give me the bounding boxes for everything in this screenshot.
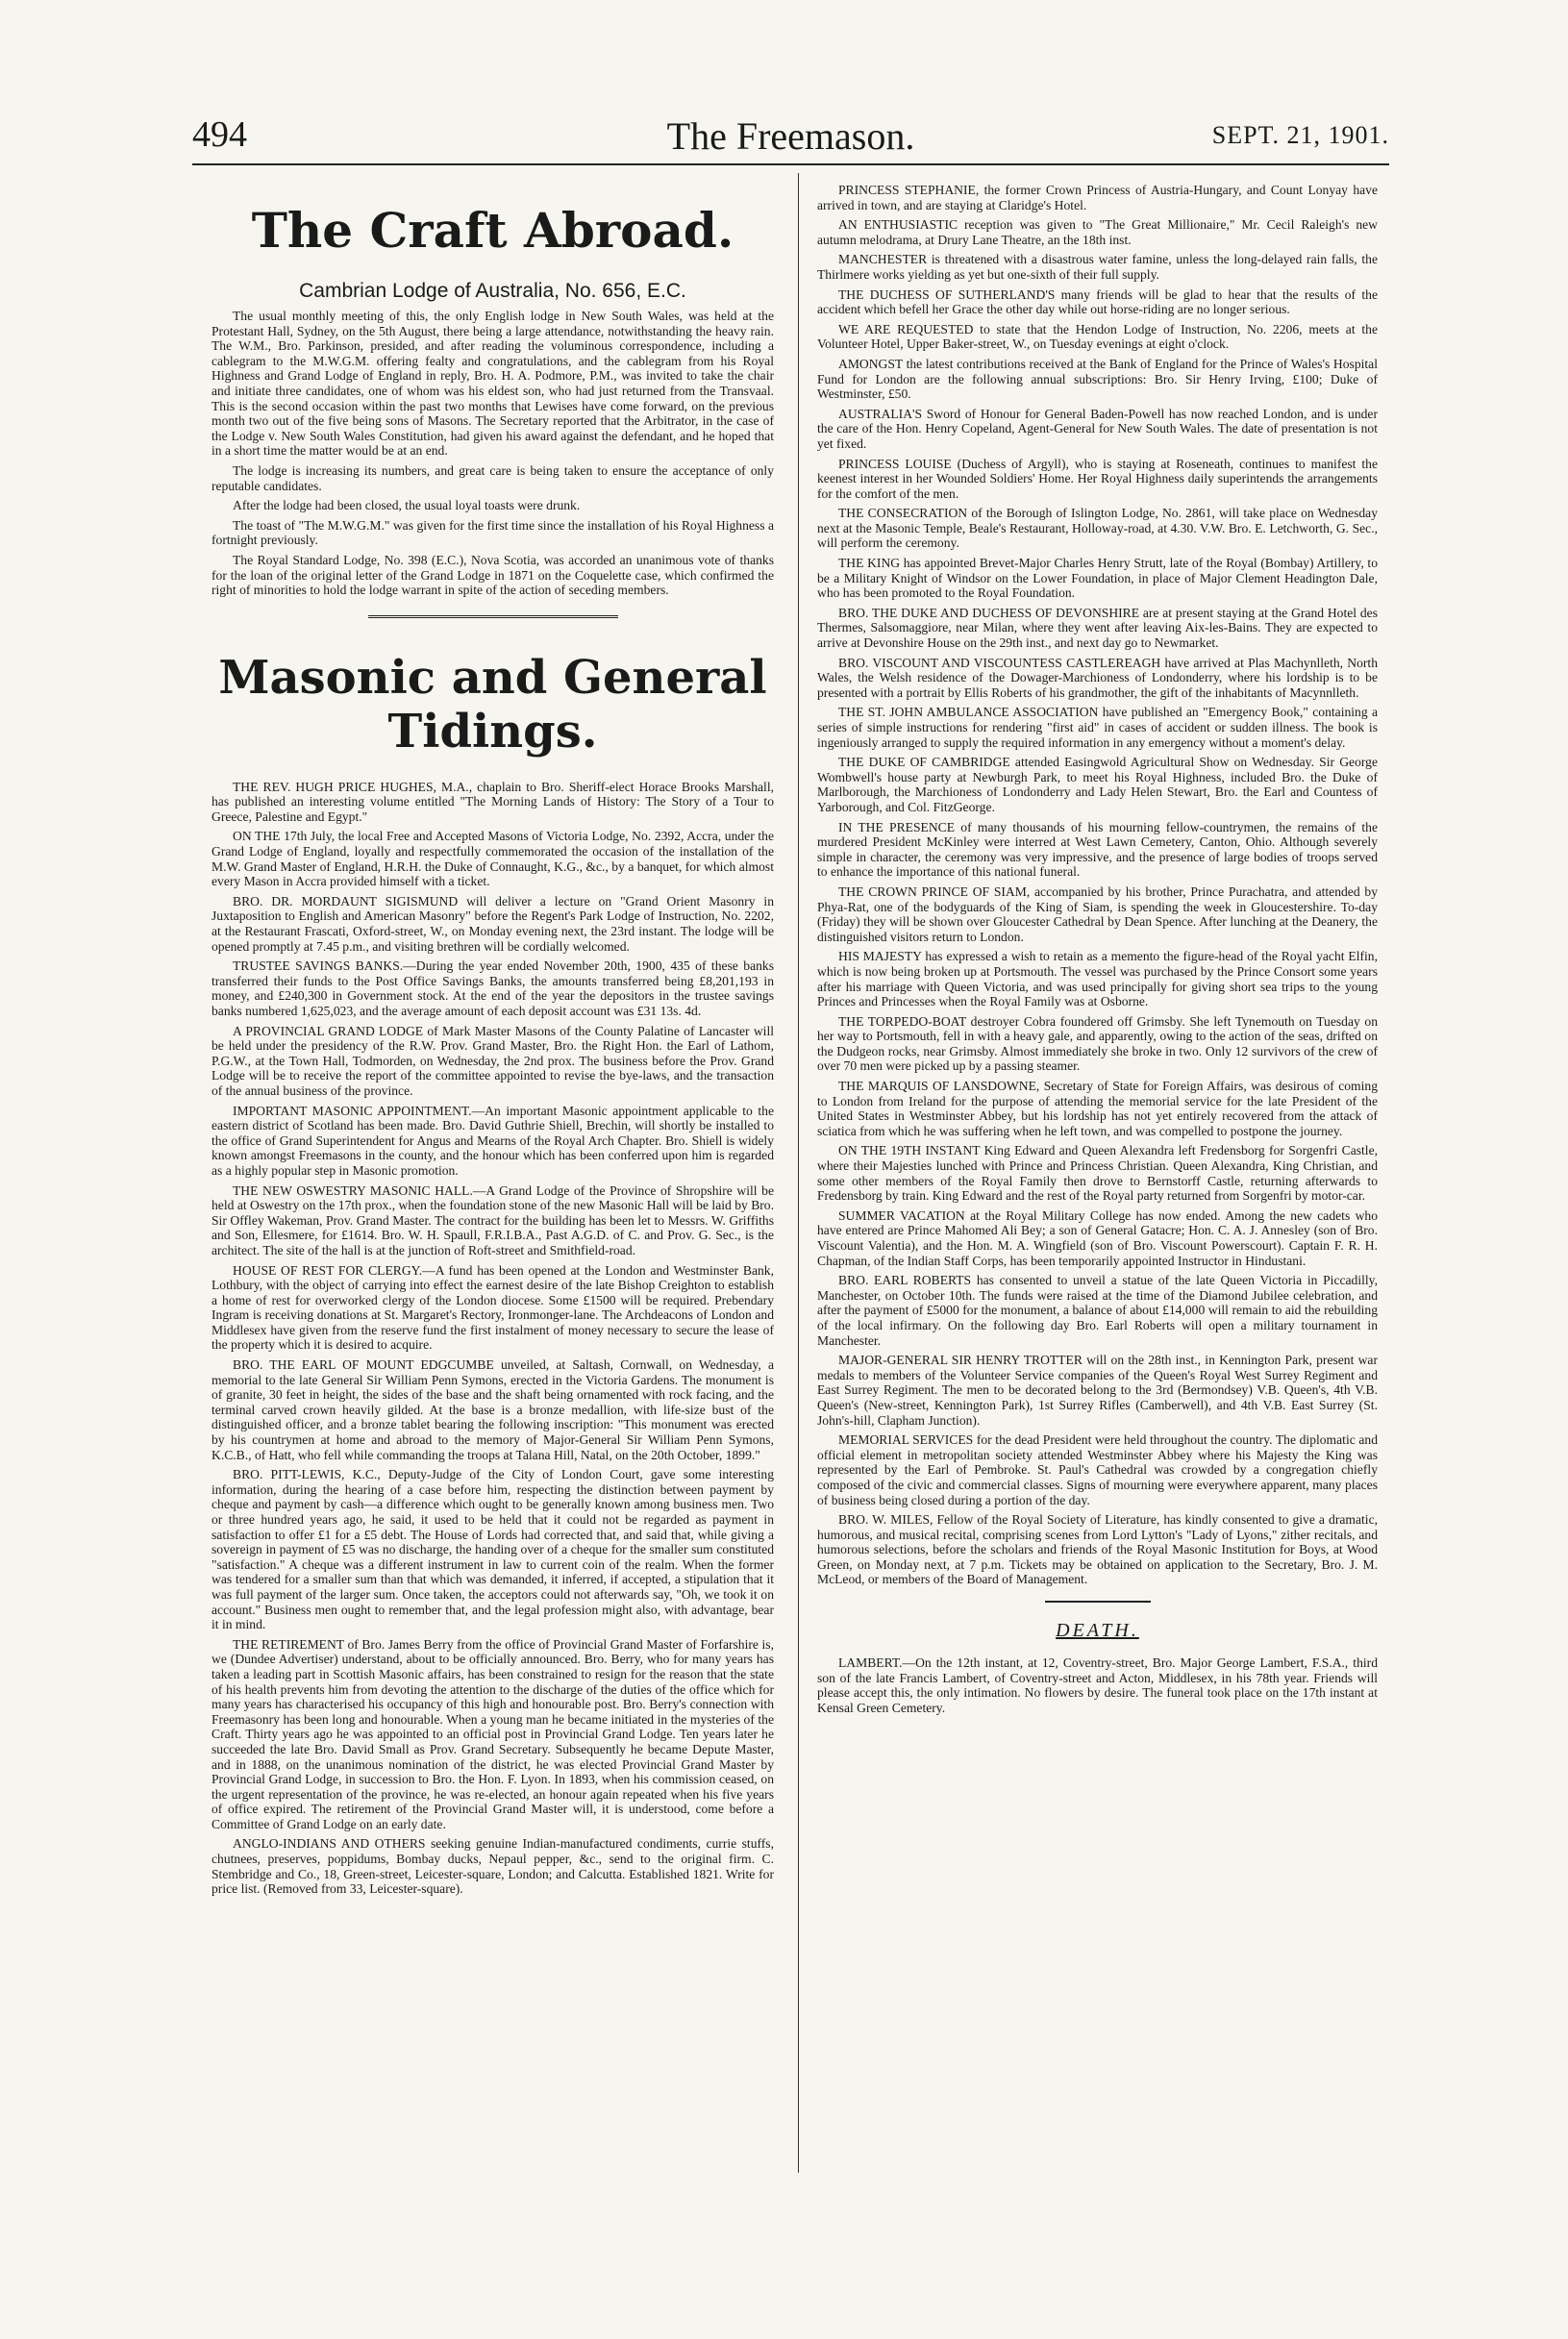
death-separator (1045, 1601, 1151, 1603)
paragraph: HIS MAJESTY has expressed a wish to retain as a memento the figure-head of the Royal yacht Elfin, which is now being broken up at Portsmouth. The vessel was purchased by the Prince Consort some years after his marriage with Queen Victoria, and was used principally for giving short sea trips to the young Princes and Princesses when the Royal Family was at Osborne. (817, 949, 1378, 1009)
paragraph: TRUSTEE SAVINGS BANKS.—During the year ended November 20th, 1900, 435 of these banks transferred their funds to the Post Office Savings Banks, the amounts transferred being £8,201,193 in money, and £240,300 in Government stock. At the end of the year the depositors in the trustee savings banks numbered 1,625,023, and the average amount of each deposit account was £31 13s. 4d. (212, 958, 774, 1018)
paragraph: THE RETIREMENT of Bro. James Berry from the office of Provincial Grand Master of Forfarshire is, we (Dundee Advertiser) understand, about to be officially announced. Bro. Berry, who for many years has taken a leading part in Scottish Masonic affairs, has been constrained to resign for the reason that the state of his health prevents him from devoting the attention to the discharge of the duties of the office which for many years has characterised his occupancy of this high and honourable post. Bro. Berry's connection with Freemasonry has been long and honourable. When a young man he became initiated in the mysteries of the Craft. Thirty years ago he was appointed to an official post in Provincial Grand Lodge. Ten years later he succeeded the late Bro. David Small as Prov. Grand Secretary. Subsequently he became Depute Master, and in 1888, on the unanimous nomination of the district, he was elected Provincial Grand Master by Provincial Grand Lodge, in succession to Bro. the Hon. F. Lyon. In 1893, when his commission ceased, on the urgent representation of the province, he was re-elected, an honour again repeated when his five years of office expired. The retirement of the Provincial Grand Master will, it is understood, come before a Committee of Grand Lodge on an early date. (212, 1636, 774, 1831)
paragraph: THE CROWN PRINCE OF SIAM, accompanied by his brother, Prince Purachatra, and attended by Phya-Rat, one of the bodyguards of the King of Siam, is spending the week in Gloucestershire. To-day (Friday) they will be shown over Gloucester Cathedral by Dean Spence. After lunching at the Deanery, the distinguished visitors return to London. (817, 883, 1378, 944)
paragraph: BRO. DR. MORDAUNT SIGISMUND will deliver a lecture on "Grand Orient Masonry in Juxtaposition to English and American Masonry" before the Regent's Park Lodge of Instruction, No. 2202, at the Restaurant Frascati, Oxford-street, W., on Monday evening next, the 23rd instant. The lodge will be opened promptly at 7.45 p.m., and visiting brethren will be cordially welcomed. (212, 893, 774, 954)
paragraph: AMONGST the latest contributions received at the Bank of England for the Prince of Wales's Hospital Fund for London are the following annual subscriptions: Bro. Sir Henry Irving, £100; Duke of Westminster, £50. (817, 356, 1378, 402)
cambrian-lodge-subheading: Cambrian Lodge of Australia, No. 656, E.C. (299, 280, 686, 302)
paragraph: ON THE 17th July, the local Free and Accepted Masons of Victoria Lodge, No. 2392, Accra, under the Grand Lodge of England, loyally and respectfully commemorated the occasion of the installation of the M.W. Grand Master of England, H.R.H. the Duke of Connaught, K.G., &c., by a banquet, for which almost every Mason in Accra provided himself with a ticket. (212, 829, 774, 889)
paragraph: MEMORIAL SERVICES for the dead President were held throughout the country. The diplomatic and official element in metropolitan society attended Westminster Abbey where his Majesty the King was represented by the Earl of Pembroke. St. Paul's Cathedral was crowded by a congregation chiefly composed of the civic and commercial classes. Signs of mourning were everywhere apparent, many places of business being closed during a portion of the day. (817, 1432, 1378, 1507)
paragraph: BRO. THE EARL OF MOUNT EDGCUMBE unveiled, at Saltash, Cornwall, on Wednesday, a memorial to the late General Sir William Penn Symons, erected in the Victoria Gardens. The monument is of granite, 30 feet in height, the sides of the base and the shaft being ornamented with rock facing, and the terminal carved crown heavily gilded. At the base is a bronze medallion, with life-size bust of the distinguished officer, and a bronze tablet bearing the following inscription: "This monument was erected by his countrymen at home and abroad to the memory of Major-General Sir William Penn Symons, K.C.B., of Hatt, who fell while commanding the troops at Talana Hill, Natal, on the 20th October, 1899." (212, 1357, 774, 1462)
paragraph: WE ARE REQUESTED to state that the Hendon Lodge of Instruction, No. 2206, meets at the Volunteer Hotel, Upper Baker-street, W., on Tuesday evenings at eight o'clock. (817, 321, 1378, 352)
column-divider (798, 173, 799, 2173)
paragraph: After the lodge had been closed, the usual loyal toasts were drunk. (233, 498, 581, 513)
paragraph: HOUSE OF REST FOR CLERGY.—A fund has been opened at the London and Westminster Bank, Lothbury, with the object of carrying into effect the earnest desire of the late Bishop Creighton to establish a home of rest for overworked clergy of the London diocese. Some £1500 will be required. Prebendary Ingram is receiving donations at St. Margaret's Rectory, Ironmonger-lane. The Archdeacons of London and Middlesex have given from the reserve fund the first instalment of money necessary to secure the lease of the property which it is desired to acquire. (212, 1262, 774, 1353)
paragraph: A PROVINCIAL GRAND LODGE of Mark Master Masons of the County Palatine of Lancaster will be held under the presidency of the R.W. Prov. Grand Master, Bro. the Right Hon. the Earl of Lathom, P.G.W., at the Town Hall, Todmorden, on Wednesday, the 2nd prox. The business before the Prov. Grand Lodge will be to receive the report of the committee appointed to revise the bye-laws, and the transaction of the annual business of the province. (212, 1023, 774, 1098)
page-header (192, 113, 1389, 162)
masonic-tidings-article (212, 780, 774, 1897)
paragraph: AN ENTHUSIASTIC reception was given to "The Great Millionaire," Mr. Cecil Raleigh's new autumn melodrama, at Drury Lane Theatre, an the 18th inst. (817, 217, 1378, 247)
craft-abroad-heading: The Craft Abroad. (251, 202, 734, 259)
death-heading: DEATH. (1056, 1620, 1139, 1642)
paragraph: BRO. W. MILES, Fellow of the Royal Society of Literature, has kindly consented to give a dramatic, humorous, and musical recital, comprising scenes from Lord Lytton's "Lady of Lyons," zither recitals, and humorous selections, before the scholars and friends of the Royal Masonic Institution for Boys, at Wood Green, on Monday next, at 7 p.m. Tickets may be obtained on application to the Secretary, Bro. J. M. McLeod, or members of the Board of Management. (817, 1512, 1378, 1587)
paragraph: IMPORTANT MASONIC APPOINTMENT.—An important Masonic appointment applicable to the eastern district of Scotland has been made. Bro. David Guthrie Shiell, Brechin, will shortly be installed to the office of Grand Superintendent for Angus and Mearns of the Royal Arch Chapter. Bro. Shiell is widely known amongst Freemasons in the county, and the honour which has been conferred upon him is regarded as a highly popular step in Masonic promotion. (212, 1103, 774, 1178)
tidings-continued (817, 183, 1378, 1587)
header-rule (192, 163, 1389, 165)
paragraph: ON THE 19TH INSTANT King Edward and Queen Alexandra left Fredensborg for Sorgenfri Castle, where their Majesties lunched with Prince and Princess Christian. Queen Alexandra, King Christian, and some other members of the Royal Family then drove to Bernstorff Castle, returning afterwards to Fredensborg by train. King Edward and the rest of the Royal party returned from Sorgenfri by motor-car. (817, 1143, 1378, 1204)
death-notice: LAMBERT.—On the 12th instant, at 12, Coventry-street, Bro. Major George Lambert, F.S.A., third son of the late Francis Lambert, of Coventry-street and Acton, Middlesex, in his 78th year. Friends will please accept this, the only intimation. No flowers by desire. The funeral took place on the 17th instant at Kensal Green Cemetery. (817, 1655, 1378, 1715)
masonic-tidings-heading: Masonic and General Tidings. (218, 650, 767, 759)
masthead-title: The Freemason. (666, 114, 915, 158)
paragraph: The lodge is increasing its numbers, and great care is being taken to ensure the acceptance of only reputable candidates. (212, 462, 774, 493)
paragraph: BRO. PITT-LEWIS, K.C., Deputy-Judge of the City of London Court, gave some interesting information, during the hearing of a case before him, respecting the distinction between payment by cheque and payment by cash—a difference which ought to be generally known among business men. Two or three hundred years ago, he said, it used to be held that it could not be regarded as payment in satisfaction to offer £1 for a £5 debt. The House of Lords had corrected that, and said that, while giving a sovereign in payment of £5 was no discharge, the handing over of a cheque for the smaller sum constituted "satisfaction." A cheque was a different instrument in law to current coin of the realm. When the former was tendered for a smaller sum than that which was demanded, it inferred, if accepted, a stipulation that it was full payment of the larger sum. Once taken, the acceptors could not afterwards say, "Oh, we took it on account." Business men ought to remember that, and the legal profession might also, with advantage, bear it in mind. (212, 1467, 774, 1632)
paragraph: IN THE PRESENCE of many thousands of his mourning fellow-countrymen, the remains of the murdered President McKinley were interred at West Lawn Cemetery, Canton, Ohio. Although severely simple in character, the ceremony was very impressive, and the presence of large bodies of troops served to enhance the importance of this national funeral. (817, 819, 1378, 880)
issue-date: SEPT. 21, 1901. (1211, 121, 1389, 149)
paragraph: PRINCESS STEPHANIE, the former Crown Princess of Austria-Hungary, and Count Lonyay have arrived in town, and are staying at Claridge's Hotel. (817, 183, 1378, 212)
paragraph: ANGLO-INDIANS AND OTHERS seeking genuine Indian-manufactured condiments, currie stuffs, chutnees, preserves, poppidums, Bombay ducks, Nepaul pepper, &c., send to the original firm. C. Stembridge and Co., 18, Green-street, Leicester-square, London; and Calcutta. Established 1821. Write for price list. (Removed from 33, Leicester-square). (212, 1836, 774, 1897)
craft-abroad-article (212, 309, 774, 598)
paragraph: PRINCESS LOUISE (Duchess of Argyll), who is staying at Roseneath, continues to manifest the keenest interest in her Wounded Soldiers' Home. Her Royal Highness daily superintends the arrangements for the comfort of the men. (817, 456, 1378, 501)
paragraph: MAJOR-GENERAL SIR HENRY TROTTER will on the 28th inst., in Kennington Park, present war medals to members of the Volunteer Service companies of the Queen's Royal West Surrey Regiment and East Surrey Regiment. The men to be decorated belong to the 3rd (Bermondsey) V.B. Queen's, 4th V.B. Queen's (New-street, Kennington Park), 1st Surrey Rifles (Camberwell), and 4th V.B. East Surrey (St. John's-hill, Clapham Junction). (817, 1353, 1378, 1428)
right-column (817, 183, 1378, 2153)
paragraph: The toast of "The M.W.G.M." was given for the first time since the installation of his Royal Highness a fortnight previously. (212, 517, 774, 548)
paragraph: THE TORPEDO-BOAT destroyer Cobra foundered off Grimsby. She left Tynemouth on Tuesday on her way to Portsmouth, fell in with a heavy gale, and apparently, owing to the action of the seas, drifted on the Dudgeon rocks, near Grimsby. Almost immediately she broke in two. Only 12 survivors of the crew of over 70 men were picked up by a passing steamer. (817, 1013, 1378, 1074)
paragraph: THE DUCHESS OF SUTHERLAND'S many friends will be glad to hear that the results of the accident which befell her Grace the other day while out horse-riding are no longer serious. (817, 286, 1378, 317)
paragraph: THE KING has appointed Brevet-Major Charles Henry Strutt, late of the Royal (Bombay) Artillery, to be a Military Knight of Windsor on the Lower Foundation, in place of Major Clement Headington Dale, who has been promoted to the Royal Foundation. (817, 556, 1378, 601)
paragraph: BRO. VISCOUNT AND VISCOUNTESS CASTLEREAGH have arrived at Plas Machynlleth, North Wales, the Welsh residence of the Dowager-Marchioness of Londonderry, where his lordship is to be presented with a portrait by Ellis Roberts of his grandmother, the gift of the inhabitants of Macynnlleth. (817, 655, 1378, 700)
paragraph: THE NEW OSWESTRY MASONIC HALL.—A Grand Lodge of the Province of Shropshire will be held at Oswestry on the 17th prox., when the foundation stone of the new Masonic Hall will be laid by Bro. Sir Offley Wakeman, Prov. Grand Master. The contract for the building has been let to Messrs. W. Griffiths and Son, Ellesmere, for £1614. Bro. W. H. Spaull, F.R.I.B.A., Past A.G.D. of C. and Prov. G. Sec., is the architect. The site of the hall is at the junction of Roft-street and Smithfield-road. (212, 1182, 774, 1257)
paragraph: BRO. THE DUKE AND DUCHESS OF DEVONSHIRE are at present staying at the Grand Hotel des Thermes, Salsomaggiore, near Milan, where they went after leaving Aix-les-Bains. They are expected to arrive at Devonshire House on the 29th inst., and next day go to Newmarket. (817, 605, 1378, 651)
paragraph: THE ST. JOHN AMBULANCE ASSOCIATION have published an "Emergency Book," containing a series of simple instructions for rendering "first aid" in cases of accident or sudden illness. The book is ingeniously arranged to supply the required information in any emergency without a moment's delay. (817, 705, 1378, 750)
page-number: 494 (192, 114, 247, 155)
paragraph: The usual monthly meeting of this, the only English lodge in New South Wales, was held at the Protestant Hall, Sydney, on the 5th August, there being a large attendance, notwithstanding the heavy rain. The W.M., Bro. Parkinson, presided, and after reading the voluminous correspondence, including a cablegram to the M.W.G.M. offering fealty and congratulations, and the cablegram from his Royal Highness and Grand Lodge of England in reply, Bro. H. A. Podmore, P.M., was invited to take the chair and initiate three candidates, one of whom was his eldest son, who had just returned from the Transvaal. This is the second occasion within the past two months that Lewises have come forward, on the previous month two out of the five being sons of Masons. The Secretary reported that the Arbitrator, in the case of the Lodge v. New South Wales Constitution, had given his award against the defendant, and he hoped that in a short time the matter would be at an end. (212, 309, 774, 459)
paragraph: The Royal Standard Lodge, No. 398 (E.C.), Nova Scotia, was accorded an unanimous vote of thanks for the loan of the original letter of the Grand Lodge in 1871 on the Coquelette case, which confirmed the right of minorities to hold the lodge warrant in spite of the action of seceding members. (212, 552, 774, 598)
paragraph: THE MARQUIS OF LANSDOWNE, Secretary of State for Foreign Affairs, was desirous of coming to London from Ireland for the purpose of attending the memorial service for the late President of the United States in Westminster Abbey, but his lordship has not yet entirely recovered from the attack of sciatica from which he was suffering when he left town, and was compelled to postpone the journey. (817, 1079, 1378, 1138)
paragraph: AUSTRALIA'S Sword of Honour for General Baden-Powell has now reached London, and is under the care of the Hon. Henry Copeland, Agent-General for New South Wales. The date of presentation is not yet fixed. (817, 406, 1378, 451)
paragraph: BRO. EARL ROBERTS has consented to unveil a statue of the late Queen Victoria in Piccadilly, Manchester, on October 10th. The funds were raised at the time of the Diamond Jubilee celebration, and after the payment of £5000 for the monument, a balance of about £14,000 will remain to aid the rebuilding of the local infirmary. On the following day Bro. Earl Roberts will open a military tournament in Manchester. (817, 1273, 1378, 1348)
paragraph: THE CONSECRATION of the Borough of Islington Lodge, No. 2861, will take place on Wednesday next at the Masonic Temple, Beale's Restaurant, Holloway-road, at 4.30. V.W. Bro. E. Letchworth, G. Sec., will perform the ceremony. (817, 506, 1378, 551)
left-column (212, 183, 774, 2153)
paragraph: SUMMER VACATION at the Royal Military College has now ended. Among the new cadets who have entered are Prince Mahomed Ali Bey; a son of General Gatacre; Hon. C. A. J. Annesley (son of Bro. Viscount Valentia), and the Hon. M. A. Wingfield (son of Bro. Viscount Powerscourt). Captain F. R. H. Chapman, of the Indian Staff Corps, has been temporarily appointed Instructor in Hindustani. (817, 1207, 1378, 1268)
paragraph: THE DUKE OF CAMBRIDGE attended Easingwold Agricultural Show on Wednesday. Sir George Wombwell's house party at Newburgh Park, to meet his Royal Highness, included Bro. the Duke of Marlborough, the Marchioness of Londonderry and Lady Helen Stewart, Bro. the Earl and Countess of Yarborough, and Col. FitzGeorge. (817, 755, 1378, 814)
paragraph: THE REV. HUGH PRICE HUGHES, M.A., chaplain to Bro. Sheriff-elect Horace Brooks Marshall, has published an interesting volume entitled "The Morning Lands of History: The Story of a Tour to Greece, Palestine and Egypt." (212, 779, 774, 824)
paragraph: MANCHESTER is threatened with a disastrous water famine, unless the long-delayed rain falls, the Thirlmere works yielding as yet but one-sixth of their full supply. (817, 252, 1378, 282)
section-separator (368, 615, 618, 618)
